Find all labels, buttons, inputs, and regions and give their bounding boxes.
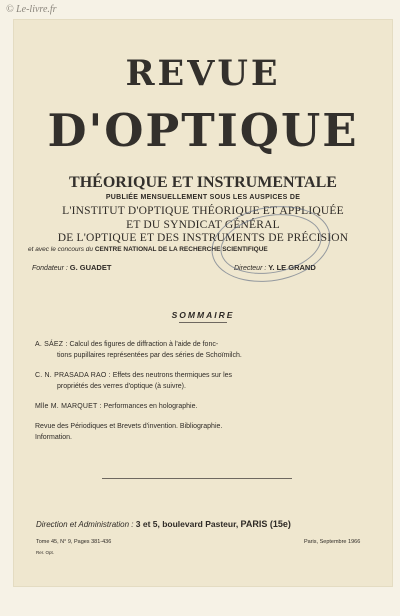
concours-line (28, 246, 388, 253)
subtitle: THÉORIQUE ET INSTRUMENTALE (69, 174, 337, 191)
founder (32, 263, 111, 272)
entry-author: C. N. PRASADA RAO : (35, 372, 111, 379)
concours-org: CENTRE NATIONAL DE LA RECHERCHE SCIENTIFIQUE (94, 246, 268, 253)
journal-cover (14, 20, 392, 586)
entry-line-1: Performances en holographie. (103, 403, 198, 410)
contents-entry (35, 401, 335, 412)
entry-line-1: Revue des Périodiques et Brevets d'invention. Bibliographie. (35, 423, 223, 430)
director-name: Y. LE GRAND (268, 263, 316, 272)
direction-city: PARIS (15e) (240, 519, 291, 529)
issue-date: Paris, Septembre 1966 (304, 539, 361, 545)
publication-note: PUBLIÉE MENSUELLEMENT SOUS LES AUSPICES DE (105, 194, 301, 201)
direction-label: Direction et Administration : (36, 520, 134, 529)
abbreviation: Rer. Opt. (36, 550, 55, 555)
director-label: Directeur : (234, 265, 267, 272)
institute-line-3: DE L'OPTIQUE ET DES INSTRUMENTS DE PRÉCISION (57, 232, 349, 244)
contents-entry (35, 421, 335, 443)
founder-label: Fondateur : (32, 265, 68, 272)
issue-info: Tome 45, N° 9, Pages 381-436 (36, 539, 112, 545)
contents-entry (35, 339, 335, 361)
entry-line-2: Information. (35, 434, 72, 441)
contents-entry (35, 370, 335, 392)
founder-name: G. GUADET (69, 263, 112, 272)
entry-line-1: Effets des neutrons thermiques sur les (112, 372, 233, 379)
sommaire-heading: SOMMAIRE (171, 310, 235, 320)
direction-address: 3 et 5, boulevard Pasteur, (135, 519, 239, 529)
entry-author: Mlle M. MARQUET : (35, 403, 102, 410)
sommaire-divider (179, 322, 227, 323)
title-line-1: REVUE (125, 53, 281, 94)
title-line-2: D'OPTIQUE (47, 104, 359, 157)
watermark: © Le-livre.fr (6, 4, 57, 15)
direction-line (36, 519, 291, 529)
concours-prefix: et avec le concours du (28, 246, 94, 253)
institute-line-1: L'INSTITUT D'OPTIQUE THÉORIQUE ET APPLIQUÉE (62, 205, 344, 217)
entry-line-2: propriétés des verres d'optique (à suivre). (57, 383, 186, 390)
entry-line-1: Calcul des figures de diffraction à l'aide de fonc- (69, 341, 219, 348)
bottom-divider (102, 478, 292, 479)
entry-author: A. SÁEZ : (35, 341, 68, 348)
institute-line-2: ET DU SYNDICAT GÉNÉRAL (126, 219, 280, 231)
entry-line-2: tions pupillaires représentées par des séries de Schoïmilch. (57, 352, 242, 359)
